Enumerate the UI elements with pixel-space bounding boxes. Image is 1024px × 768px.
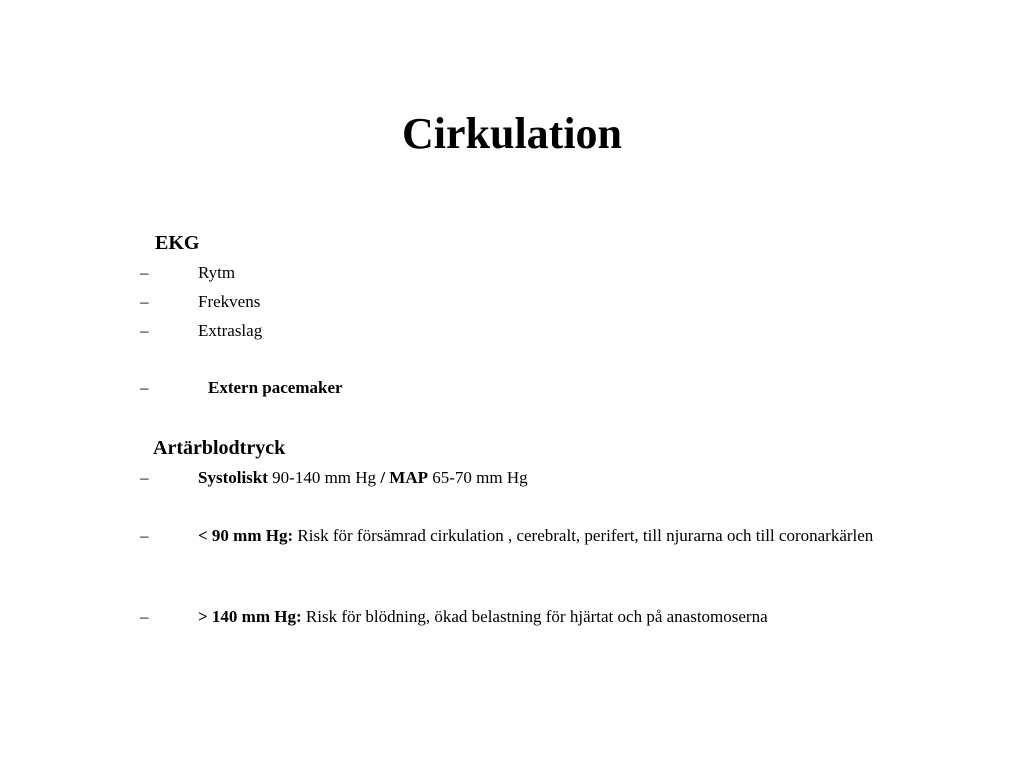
list-item-label: < 90 mm Hg: Risk för försämrad cirkulation , cerebralt, perifert, till njurarna och till coronarkärlen	[198, 526, 874, 545]
dash-bullet: –	[140, 526, 149, 545]
dash-bullet: –	[140, 321, 149, 340]
list-item-label: > 140 mm Hg: Risk för blödning, ökad belastning för hjärtat och på anastomoserna	[198, 607, 768, 626]
dash-bullet: –	[140, 607, 149, 626]
section-heading-ekg: EKG	[155, 232, 200, 254]
list-item-label: Extraslag	[198, 321, 263, 340]
dash-bullet: –	[140, 263, 149, 282]
dash-bullet: –	[140, 292, 149, 311]
dash-bullet: –	[140, 378, 149, 397]
dash-bullet: –	[140, 468, 149, 487]
slide-title: Cirkulation	[401, 109, 623, 158]
list-item-label: Rytm	[198, 263, 236, 282]
list-item-label: Frekvens	[198, 292, 261, 311]
list-item-label: Systoliskt 90-140 mm Hg / MAP 65-70 mm Hg	[198, 468, 528, 487]
section-heading-artarblodtryck: Artärblodtryck	[153, 437, 286, 459]
list-item-label: Extern pacemaker	[208, 378, 343, 397]
